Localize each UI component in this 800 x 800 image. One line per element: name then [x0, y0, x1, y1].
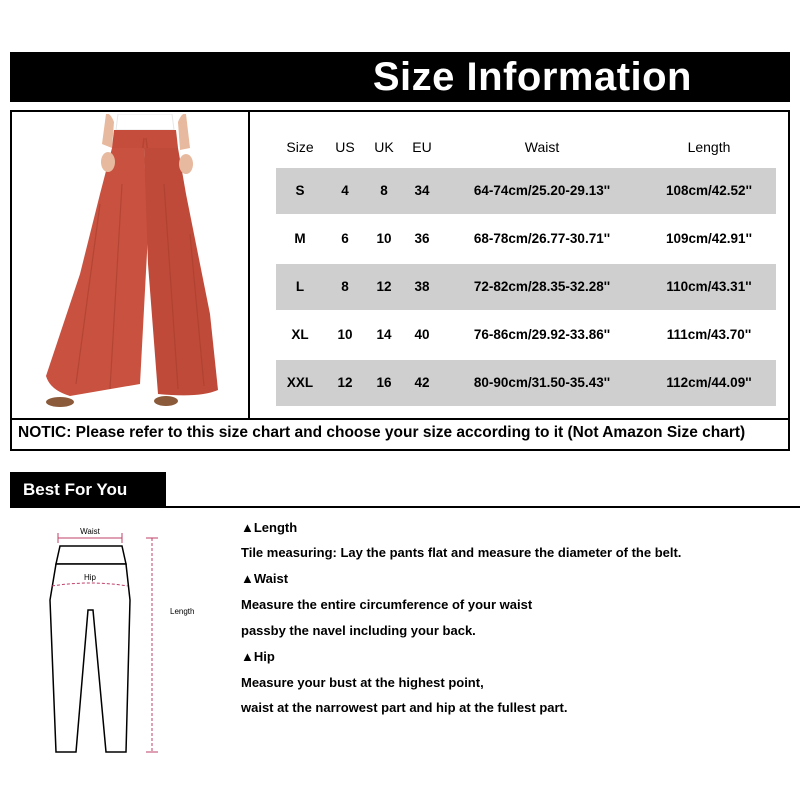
table-cell: 8 [380, 183, 388, 198]
product-photo [40, 114, 225, 414]
header-banner [10, 52, 790, 102]
table-row [276, 312, 776, 358]
notice-text: NOTIC: Please refer to this size chart and choose your size according to it (Not Amazon Size chart) [18, 424, 746, 441]
table-row [276, 360, 776, 406]
column-header: US [335, 139, 355, 155]
table-row [276, 216, 776, 262]
table-cell: XL [291, 327, 309, 342]
table-row [276, 168, 776, 214]
table-cell: 38 [414, 279, 430, 294]
table-cell: 16 [376, 375, 392, 390]
table-cell: 111cm/43.70'' [666, 327, 752, 342]
table-cell: 109cm/42.91'' [666, 231, 752, 246]
instruction-heading: ▲Waist [241, 571, 289, 586]
table-header-row [276, 124, 776, 170]
table-cell: S [295, 183, 305, 198]
table-cell: 40 [414, 327, 430, 342]
size-chart-panel [10, 110, 790, 451]
table-cell: 80-90cm/31.50-35.43'' [473, 375, 611, 390]
table-cell: 72-82cm/28.35-32.28'' [473, 279, 611, 294]
section-tab-label: Best For You [23, 480, 128, 499]
table-cell: 112cm/44.09'' [666, 375, 752, 390]
measurement-diagram [30, 520, 210, 765]
table-cell: 68-78cm/26.77-30.71'' [473, 231, 611, 246]
table-row [276, 264, 776, 310]
instruction-text: passby the navel including your back. [241, 623, 476, 638]
instruction-heading: ▲Hip [241, 649, 275, 664]
page-title: Size Information [372, 55, 692, 99]
instruction-text: Measure your bust at the highest point, [241, 675, 484, 690]
column-header: Size [286, 139, 314, 155]
column-header: UK [374, 139, 394, 155]
table-cell: 64-74cm/25.20-29.13'' [473, 183, 611, 198]
instruction-heading: ▲Length [241, 520, 298, 535]
hip-label: Hip [83, 573, 97, 582]
instruction-text: Tile measuring: Lay the pants flat and measure the diameter of the belt. [241, 545, 682, 560]
table-cell: 4 [341, 183, 349, 198]
length-label: Length [170, 607, 195, 616]
section-tab [10, 472, 166, 508]
table-cell: 110cm/43.31'' [666, 279, 752, 294]
table-cell: 108cm/42.52'' [666, 183, 752, 198]
divider [248, 112, 250, 418]
divider [10, 506, 800, 508]
table-cell: 12 [376, 279, 392, 294]
column-header: Length [687, 139, 731, 155]
table-cell: M [294, 231, 306, 246]
table-cell: XXL [286, 375, 314, 390]
divider [12, 418, 788, 420]
table-cell: L [295, 279, 305, 294]
instruction-text: waist at the narrowest part and hip at the fullest part. [241, 700, 568, 715]
table-cell: 12 [337, 375, 353, 390]
table-cell: 36 [414, 231, 430, 246]
table-cell: 76-86cm/29.92-33.86'' [473, 327, 611, 342]
instruction-text: Measure the entire circumference of your waist [241, 597, 533, 612]
table-cell: 6 [341, 231, 349, 246]
column-header: EU [412, 139, 432, 155]
table-cell: 14 [376, 327, 392, 342]
table-cell: 10 [337, 327, 353, 342]
table-cell: 10 [376, 231, 392, 246]
column-header: Waist [524, 139, 560, 155]
waist-label: Waist [80, 527, 100, 536]
table-cell: 8 [341, 279, 349, 294]
table-cell: 42 [414, 375, 430, 390]
table-cell: 34 [414, 183, 430, 198]
